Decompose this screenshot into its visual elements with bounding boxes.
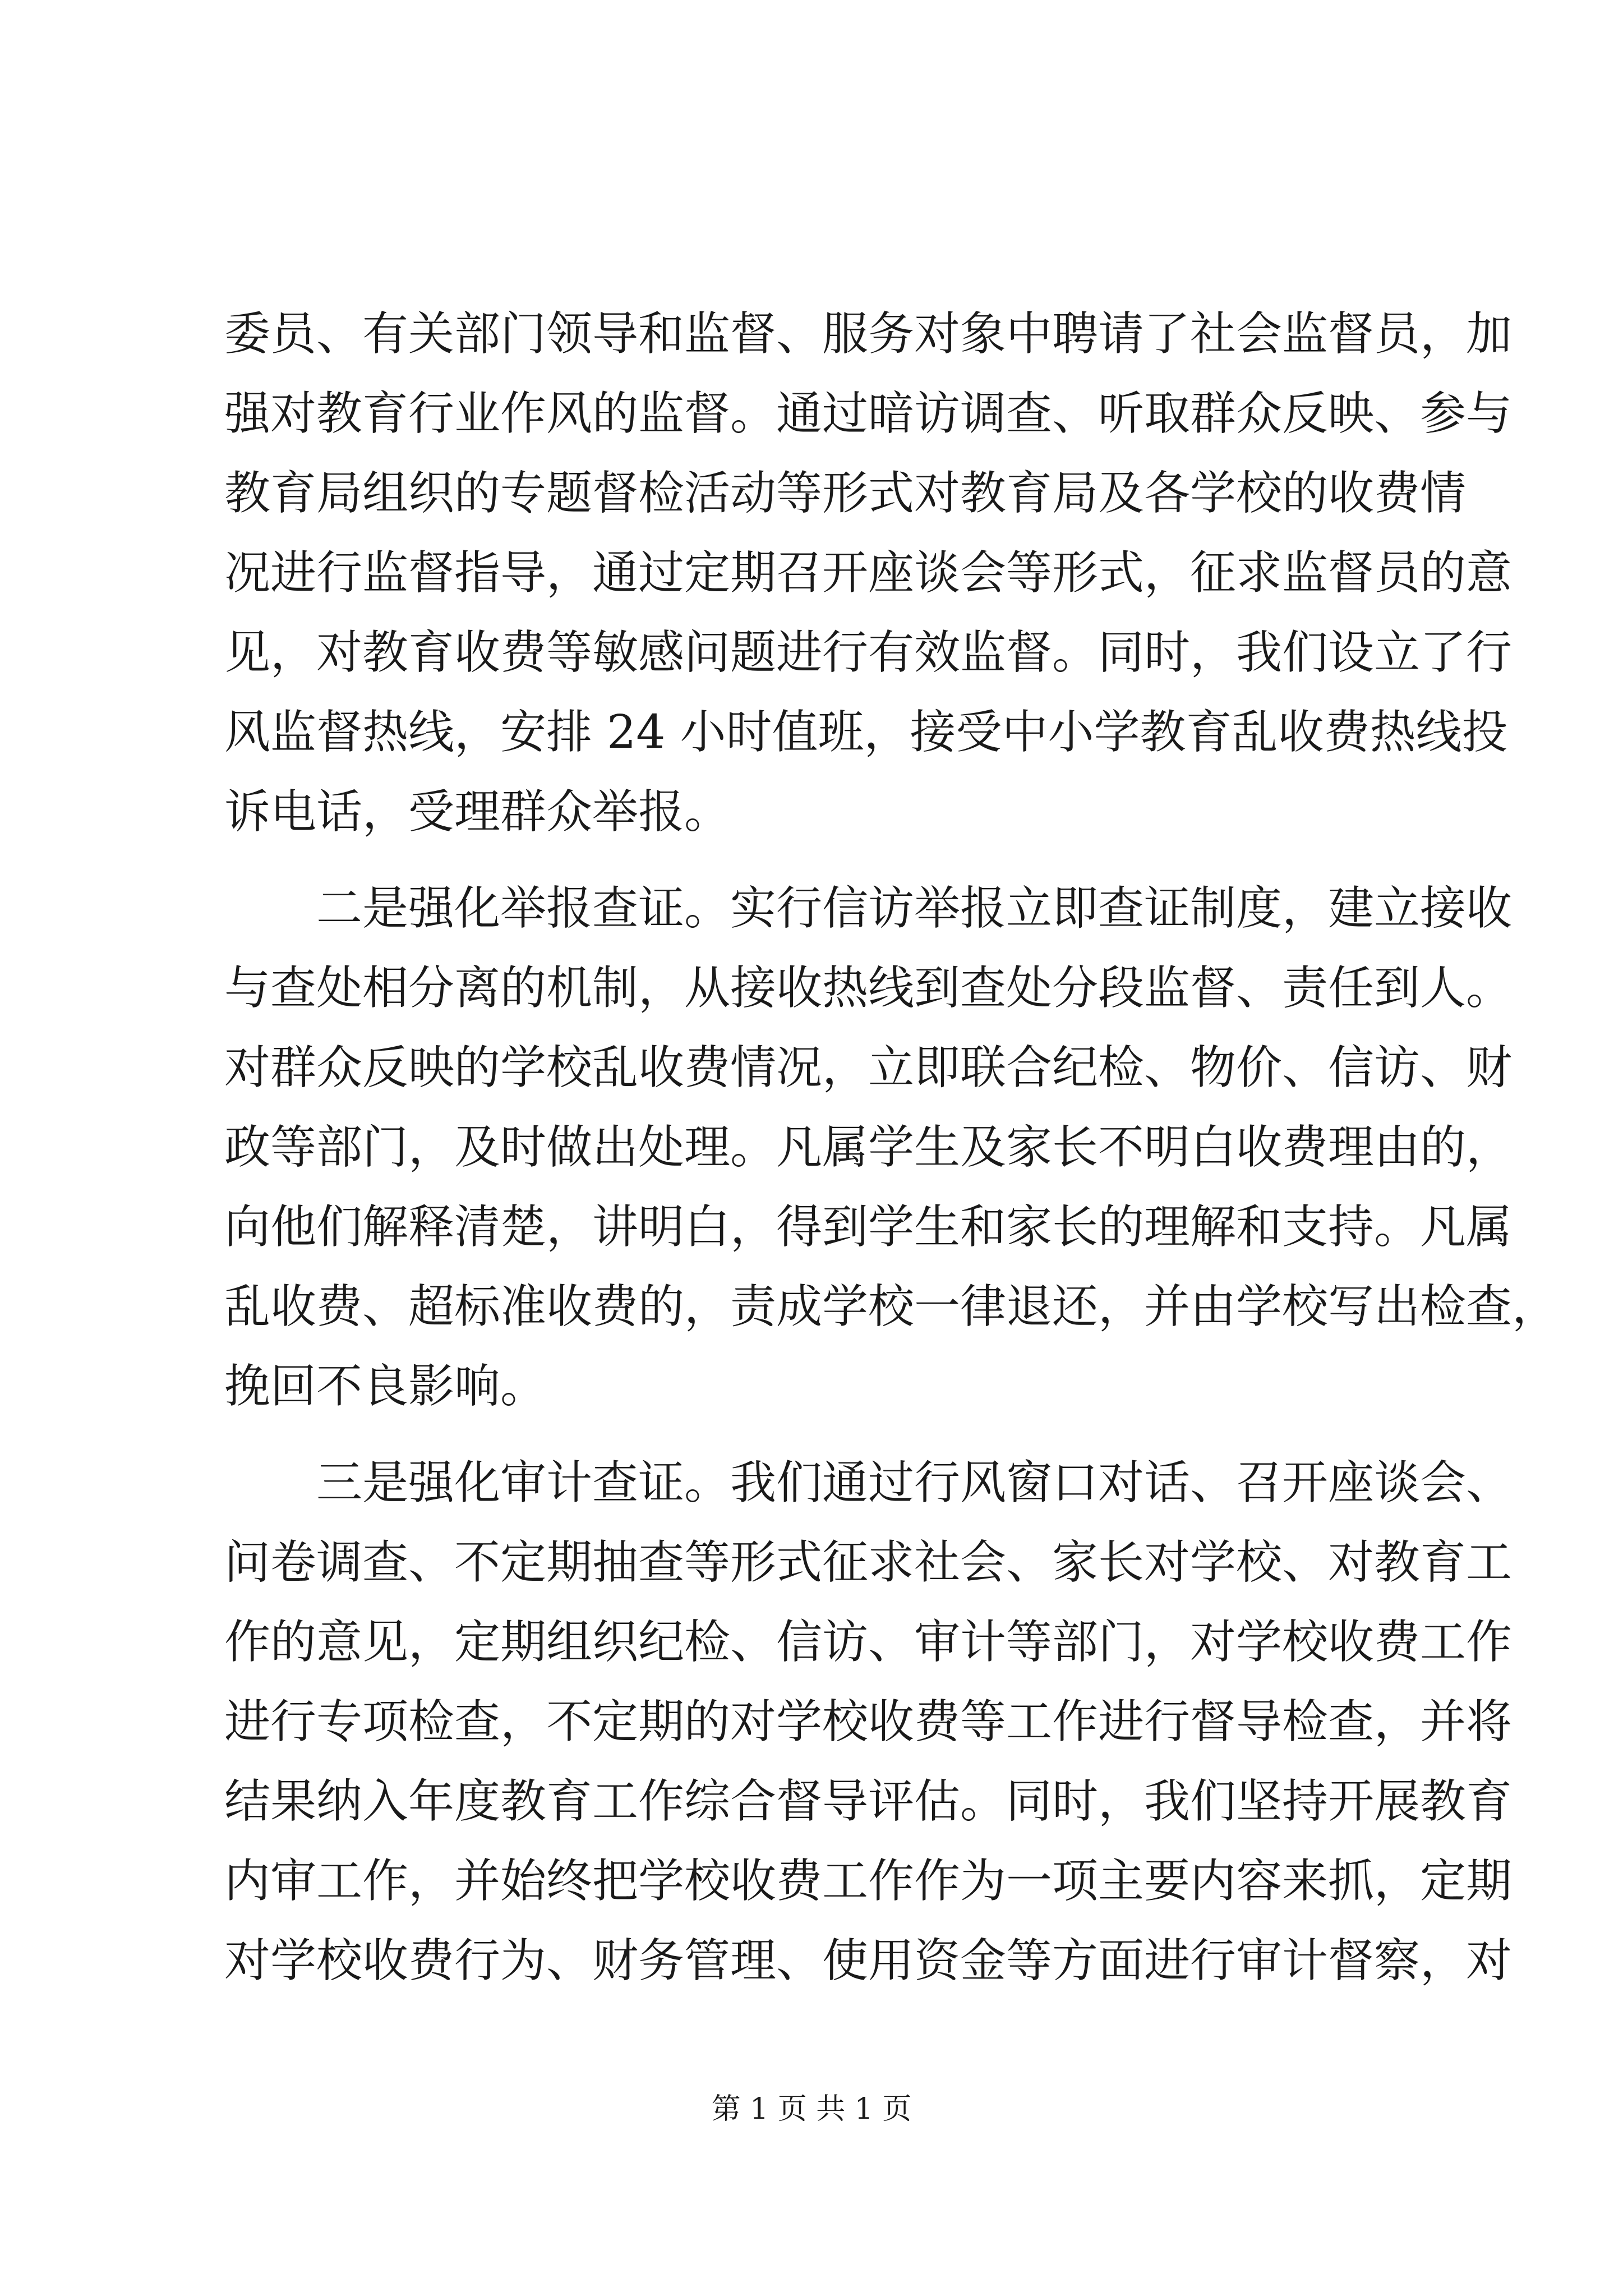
document-body — [224, 295, 1559, 2001]
paragraph-3 — [224, 1443, 1513, 2001]
page-number-footer: 第 1 页 共 1 页 — [711, 2092, 912, 2126]
text-line: 教育局组织的专题督检活动等形式对教育局及各学校的收费情 — [224, 467, 1467, 520]
text-line: 政等部门，及时做出处理。凡属学生及家长不明白收费理由的， — [224, 1121, 1513, 1174]
text-line: 三是强化审计查证。我们通过行风窗口对话、召开座谈会、 — [316, 1456, 1513, 1510]
text-line: 委员、有关部门领导和监督、服务对象中聘请了社会监督员，加 — [224, 307, 1513, 361]
text-line: 向他们解释清楚，讲明白，得到学生和家长的理解和支持。凡属 — [224, 1200, 1513, 1254]
text-line: 强对教育行业作风的监督。通过暗访调查、听取群众反映、参与 — [224, 387, 1513, 440]
text-line: 况进行监督指导，通过定期召开座谈会等形式，征求监督员的意 — [224, 546, 1513, 600]
text-line: 作的意见，定期组织纪检、信访、审计等部门，对学校收费工作 — [224, 1616, 1513, 1669]
text-line: 进行专项检查，不定期的对学校收费等工作进行督导检查，并将 — [224, 1695, 1513, 1749]
text-line: 内审工作，并始终把学校收费工作作为一项主要内容来抓，定期 — [224, 1855, 1513, 1908]
paragraph-1 — [224, 295, 1513, 852]
text-line: 对群众反映的学校乱收费情况，立即联合纪检、物价、信访、财 — [224, 1041, 1513, 1094]
text-line: 二是强化举报查证。实行信访举报立即查证制度，建立接收 — [316, 882, 1513, 935]
text-line: 问卷调查、不定期抽查等形式征求社会、家长对学校、对教育工 — [224, 1536, 1513, 1589]
text-line: 结果纳入年度教育工作综合督导评估。同时，我们坚持开展教育 — [224, 1775, 1513, 1828]
text-line: 乱收费、超标准收费的，责成学校一律退还，并由学校写出检查， — [224, 1280, 1559, 1333]
text-line: 与查处相分离的机制，从接收热线到查处分段监督、责任到人。 — [224, 961, 1513, 1015]
text-line: 风监督热线，安排 24 小时值班，接受中小学教育乱收费热线投 — [224, 706, 1508, 759]
text-line: 见，对教育收费等敏感问题进行有效监督。同时，我们设立了行 — [224, 626, 1513, 679]
text-line: 对学校收费行为、财务管理、使用资金等方面进行审计督察，对 — [224, 1934, 1513, 1987]
text-line: 挽回不良影响。 — [224, 1360, 547, 1413]
text-line: 诉电话，受理群众举报。 — [224, 785, 731, 839]
paragraph-2 — [224, 869, 1559, 1427]
